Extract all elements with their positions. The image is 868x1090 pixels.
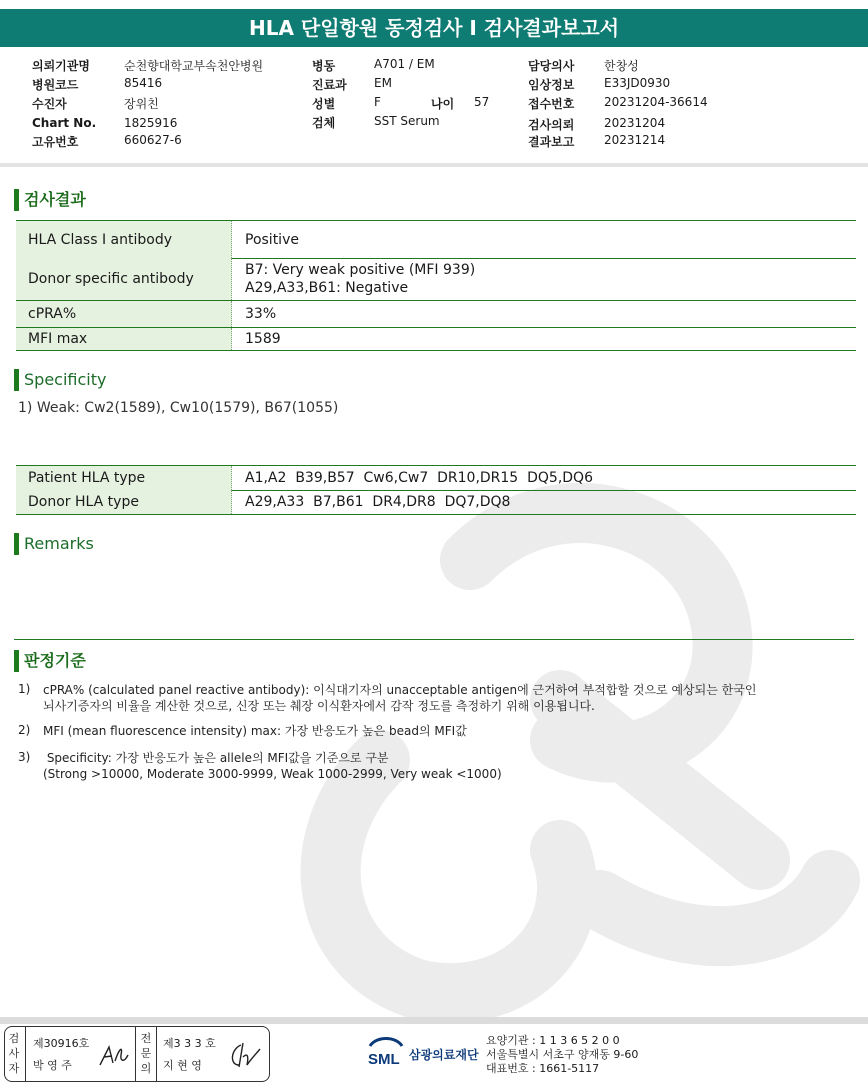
criteria-heading-text: 판정기준 bbox=[24, 651, 86, 670]
report-date: 20231214 bbox=[604, 133, 666, 147]
recipient-value: 장위친 bbox=[124, 97, 159, 111]
phone-line: 대표번호 : 1661-5117 bbox=[486, 1062, 600, 1075]
remarks-heading-text: Remarks bbox=[24, 534, 94, 553]
signature-box bbox=[4, 1026, 270, 1082]
row-label: HLA Class I antibody bbox=[16, 221, 232, 258]
ward-label: 병동 bbox=[312, 59, 336, 73]
verifier-name: 지 현 영 bbox=[163, 1059, 202, 1072]
report-title: HLA 단일항원 동정검사 I 검사결과보고서 bbox=[0, 9, 868, 47]
verifier-label: 전문의 bbox=[140, 1032, 152, 1075]
criteria-text bbox=[43, 682, 823, 714]
patient-info bbox=[0, 0, 868, 160]
table-row bbox=[16, 258, 856, 301]
hospital-code-value: 85416 bbox=[124, 76, 163, 90]
divider bbox=[14, 639, 854, 640]
row-value bbox=[245, 258, 475, 300]
age-label: 나이 bbox=[431, 97, 455, 111]
value-line: A29,A33 B7,B61 DR4,DR8 DQ7,DQ8 bbox=[245, 494, 511, 510]
value-line: Positive bbox=[245, 231, 299, 248]
value-line: A29,A33,B61: Negative bbox=[245, 280, 409, 296]
value-line: A1,A2 B39,B57 Cw6,Cw7 DR10,DR15 DQ5,DQ6 bbox=[245, 470, 593, 486]
value-line: 33% bbox=[245, 306, 277, 322]
row-label: Donor specific antibody bbox=[16, 258, 232, 300]
recipient-label: 수진자 bbox=[32, 97, 67, 111]
clinical-label: 임상정보 bbox=[528, 78, 575, 92]
address-line: 서울특별시 서초구 양재동 9-60 bbox=[486, 1048, 639, 1061]
section-bar bbox=[14, 533, 19, 555]
verifier-license: 제3 3 3 호 bbox=[163, 1037, 216, 1050]
criteria-line: Specificity: 가장 반응도가 높은 allele의 MFI값을 기준으로 구분 bbox=[43, 751, 389, 765]
hospital-code-label: 병원코드 bbox=[32, 78, 79, 92]
row-value bbox=[245, 328, 281, 350]
value-line: B7: Very weak positive (MFI 939) bbox=[245, 262, 476, 278]
unique-no-label: 고유번호 bbox=[32, 135, 79, 149]
org-name: 삼광의료재단 bbox=[409, 1048, 479, 1062]
criteria-line: MFI (mean fluorescence intensity) max: 가장 반응도가 높은 bead의 MFI값 bbox=[43, 724, 467, 738]
table-row bbox=[16, 465, 856, 491]
criteria-num: 1) bbox=[18, 682, 31, 696]
criteria-line: cPRA% (calculated panel reactive antibody): 이식대기자의 unacceptable antigen에 근거하여 부적합할 것으로 예상되는 한국인 bbox=[43, 683, 757, 697]
clinical-value: E33JD0930 bbox=[604, 76, 671, 90]
criteria-line: (Strong >10000, Moderate 3000-9999, Weak 1000-2999, Very weak <1000) bbox=[43, 767, 502, 781]
footer-band bbox=[0, 1017, 868, 1024]
doctor-value: 한창성 bbox=[604, 59, 639, 73]
examiner-label: 검사자 bbox=[8, 1032, 20, 1075]
row-value bbox=[245, 490, 510, 514]
receipt-label: 접수번호 bbox=[528, 97, 575, 111]
examiner-name: 박 영 주 bbox=[33, 1059, 72, 1072]
sml-logo-icon bbox=[366, 1034, 406, 1070]
section-bar bbox=[14, 189, 19, 211]
results-heading-text: 검사결과 bbox=[24, 190, 86, 209]
chart-no-value: 1825916 bbox=[124, 116, 178, 130]
department-label: 진료과 bbox=[312, 78, 347, 92]
specificity-line: 1) Weak: Cw2(1589), Cw10(1579), B67(1055) bbox=[18, 400, 339, 416]
table-row bbox=[16, 490, 856, 515]
row-label: Patient HLA type bbox=[16, 466, 232, 490]
request-date: 20231204 bbox=[604, 116, 666, 130]
divider bbox=[25, 1027, 26, 1081]
criteria-text bbox=[43, 723, 823, 739]
divider bbox=[135, 1027, 136, 1081]
table-row bbox=[16, 220, 856, 259]
verifier-signature bbox=[227, 1039, 263, 1071]
criteria-num: 3) bbox=[18, 750, 31, 764]
specificity-heading-text: Specificity bbox=[24, 370, 107, 389]
table-row bbox=[16, 328, 856, 351]
row-value bbox=[245, 466, 593, 490]
ward-value: A701 / EM bbox=[374, 57, 435, 71]
unique-no-value: 660627-6 bbox=[124, 133, 182, 147]
row-value bbox=[245, 301, 276, 327]
chart-no-label: Chart No. bbox=[32, 116, 97, 130]
specimen-label: 검체 bbox=[312, 116, 336, 130]
examiner-license: 제30916호 bbox=[33, 1037, 90, 1050]
specimen-value: SST Serum bbox=[374, 114, 440, 128]
doctor-label: 담당의사 bbox=[528, 59, 575, 73]
institution-value: 순천향대학교부속천안병원 bbox=[124, 59, 264, 73]
receipt-value: 20231204-36614 bbox=[604, 95, 708, 109]
divider bbox=[156, 1027, 157, 1081]
criteria-text bbox=[43, 750, 823, 782]
row-label: MFI max bbox=[16, 328, 232, 350]
department-value: EM bbox=[374, 76, 392, 90]
examiner-signature bbox=[97, 1041, 131, 1071]
institution-label: 의뢰기관명 bbox=[32, 59, 90, 73]
sex-value: F bbox=[374, 95, 381, 109]
section-bar bbox=[14, 369, 19, 391]
section-bar bbox=[14, 650, 19, 672]
row-value bbox=[245, 221, 299, 258]
institution-code: 요양기관 : 1 1 3 6 5 2 0 0 bbox=[486, 1034, 620, 1047]
report-label: 결과보고 bbox=[528, 135, 575, 149]
logo-text: SML bbox=[368, 1051, 400, 1068]
value-line: 1589 bbox=[245, 331, 281, 347]
table-row bbox=[16, 301, 856, 328]
criteria-num: 2) bbox=[18, 723, 31, 737]
divider bbox=[0, 163, 868, 167]
age-value: 57 bbox=[474, 95, 490, 109]
sex-label: 성별 bbox=[312, 97, 336, 111]
row-label: Donor HLA type bbox=[16, 490, 232, 514]
criteria-line: 뇌사기증자의 비율을 계산한 것으로, 신장 또는 췌장 이식환자에서 감작 정도를 측정하기 위해 이용됩니다. bbox=[43, 699, 595, 713]
request-label: 검사의뢰 bbox=[528, 118, 575, 132]
org-address bbox=[486, 1034, 638, 1076]
row-label: cPRA% bbox=[16, 301, 232, 327]
